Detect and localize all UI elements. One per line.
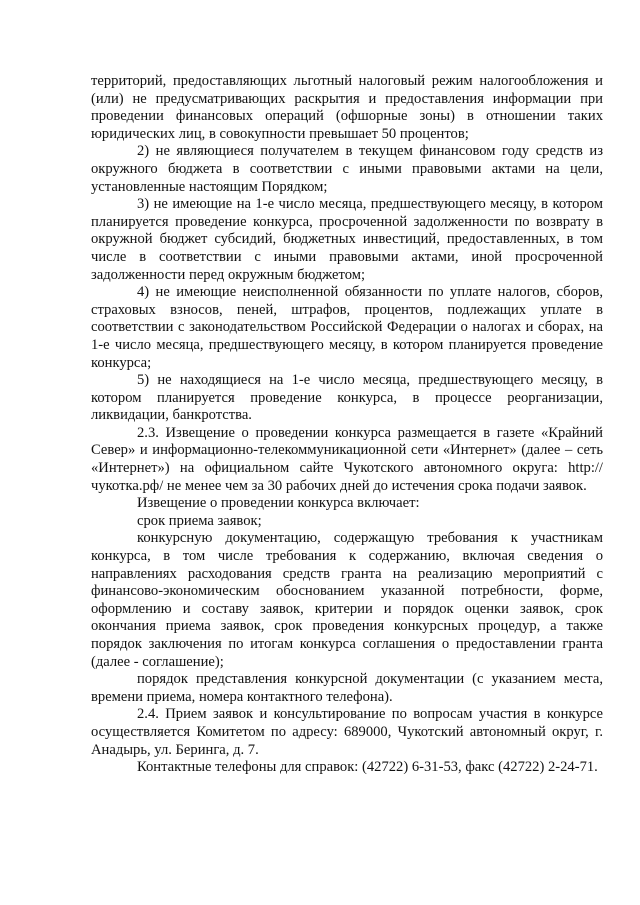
paragraph-competition-documentation: конкурсную документацию, содержащую требования к участникам конкурса, в том числе требования к содержанию, включая сведения о направлениях расходования средств гранта на реализацию мероприятий с финансово-экономическим обоснованием указанной потребности, форме, оформлению и составу заявок, критерии и порядок оценки заявок, срок окончания приема заявок, срок проведения конкурсных процедур, а также порядок заключения по итогам конкурса соглашения о предоставлении гранта (далее - соглашение); [91,530,603,670]
paragraph-criterion-4: 4) не имеющие неисполненной обязанности по уплате налогов, сборов, страховых взносов, пеней, штрафов, процентов, подлежащих уплате в соответствии с законодательством Российской Федерации о налогах и сборах, на 1-е число месяца, предшествующего месяцу, в котором планируется проведение конкурса; [91,284,603,371]
paragraph-criterion-5: 5) не находящиеся на 1-е число месяца, предшествующего месяцу, в котором планируется проведение конкурса, в процессе реорганизации, ликвидации, банкротства. [91,372,603,424]
paragraph-offshore-continuation: территорий, предоставляющих льготный налоговый режим налогообложения и (или) не предусматривающих раскрытия и предоставления информации при проведении финансовых операций (офшорные зоны) в отношении таких юридических лиц, в совокупности превышает 50 процентов; [91,73,603,142]
paragraph-criterion-3: 3) не имеющие на 1-е число месяца, предшествующего месяцу, в котором планируется проведение конкурса, просроченной задолженности по возврату в окружной бюджет субсидий, бюджетных инвестиций, предоставленных, в том числе в соответствии с иными правовыми актами, иной просроченной задолженности перед окружным бюджетом; [91,196,603,283]
paragraph-section-2-3: 2.3. Извещение о проведении конкурса размещается в газете «Крайний Север» и информационно-телекоммуникационной сети «Интернет» (далее – сеть «Интернет») на официальном сайте Чукотского автономного округа: http://чукотка.рф/ не менее чем за 30 рабочих дней до истечения срока подачи заявок. [91,424,603,494]
paragraph-contact-phones: Контактные телефоны для справок: (42722) 6-31-53, факс (42722) 2-24-71. [137,759,598,776]
paragraph-application-deadline: срок приема заявок; [137,512,262,529]
paragraph-submission-procedure: порядок представления конкурсной документации (с указанием места, времени приема, номера контактного телефона). [91,671,603,705]
paragraph-notice-includes: Извещение о проведении конкурса включает: [137,495,420,512]
paragraph-section-2-4: 2.4. Прием заявок и консультирование по вопросам участия в конкурсе осуществляется Комитетом по адресу: 689000, Чукотский автономный округ, г. Анадырь, ул. Беринга, д. 7. [91,706,603,758]
paragraph-criterion-2: 2) не являющиеся получателем в текущем финансовом году средств из окружного бюджета в соответствии с иными правовыми актами на цели, установленные настоящим Порядком; [91,143,603,195]
document-page [91,73,603,777]
